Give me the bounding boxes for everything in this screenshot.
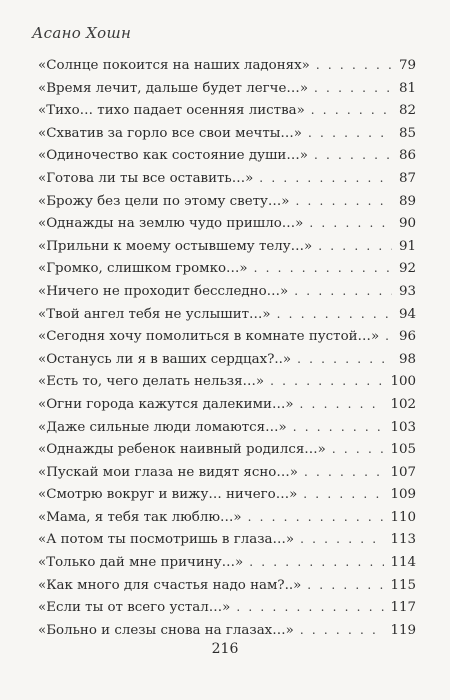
toc-dot-leader xyxy=(300,393,385,416)
toc-entry-title: «Пускай мои глаза не видят ясно…» xyxy=(38,464,298,480)
toc-entry-title: «Смотрю вокруг и вижу… ничего…» xyxy=(38,487,298,503)
toc-entry-page: 96 xyxy=(398,329,416,345)
toc-entry xyxy=(38,483,416,506)
toc-entry xyxy=(38,77,416,100)
toc-entry xyxy=(38,528,416,551)
toc-entry xyxy=(38,506,416,529)
toc-entry xyxy=(38,212,416,235)
toc-entry-title: «Однажды на землю чудо пришло…» xyxy=(38,216,304,232)
toc-entry xyxy=(38,167,416,190)
toc-entry-page: 87 xyxy=(398,170,416,186)
toc-dot-leader xyxy=(270,370,384,393)
toc-dot-leader xyxy=(311,99,392,122)
toc-dot-leader xyxy=(332,438,385,461)
toc-entry-title: «Ничего не проходит бесследно…» xyxy=(38,283,289,299)
toc-entry-page: 85 xyxy=(398,125,416,141)
toc-dot-leader xyxy=(308,122,392,145)
toc-entry-title: «Останусь ли я в ваших сердцах?..» xyxy=(38,351,292,367)
toc-dot-leader xyxy=(254,257,392,280)
toc-entry-page: 94 xyxy=(398,306,416,322)
toc-entry-page: 98 xyxy=(398,351,416,367)
toc-entry-title: «Время лечит, дальше будет легче…» xyxy=(38,80,309,96)
toc-dot-leader xyxy=(318,235,392,258)
toc-entry xyxy=(38,257,416,280)
toc-entry-title: «Есть то, чего делать нельзя…» xyxy=(38,374,265,390)
toc-dot-leader xyxy=(303,483,384,506)
toc-dot-leader xyxy=(385,325,392,348)
toc-entry xyxy=(38,574,416,597)
toc-dot-leader xyxy=(304,461,385,484)
toc-entry xyxy=(38,303,416,326)
toc-entry xyxy=(38,122,416,145)
toc-entry-title: «Как много для счастья надо нам?..» xyxy=(38,577,302,593)
toc-entry xyxy=(38,370,416,393)
toc-entry-title: «Солнце покоится на наших ладонях» xyxy=(38,58,310,73)
toc-entry xyxy=(38,461,416,484)
toc-entry xyxy=(38,619,416,642)
toc-dot-leader xyxy=(300,619,385,642)
toc-entry-page: 92 xyxy=(398,261,416,277)
toc-entry-title: «А потом ты посмотришь в глаза…» xyxy=(38,532,295,548)
toc-dot-leader xyxy=(300,528,384,551)
toc-dot-leader xyxy=(297,348,392,371)
toc-entry xyxy=(38,438,416,461)
toc-dot-leader xyxy=(294,280,392,303)
toc-entry-page: 113 xyxy=(390,532,416,548)
running-head: Асано Хошн xyxy=(32,24,132,42)
toc-dot-leader xyxy=(293,416,385,439)
toc-entry-page: 107 xyxy=(390,464,416,480)
toc-entry-title: «Тихо… тихо падает осенняя листва» xyxy=(38,103,305,119)
toc-entry-page: 93 xyxy=(398,283,416,299)
toc-entry-page: 100 xyxy=(390,374,416,390)
toc-entry-page: 117 xyxy=(390,600,416,616)
toc-dot-leader xyxy=(248,506,385,529)
toc-entry-page: 89 xyxy=(398,193,416,209)
toc-dot-leader xyxy=(236,596,384,619)
toc-entry-page: 102 xyxy=(390,396,416,412)
toc-entry xyxy=(38,99,416,122)
page-number: 216 xyxy=(211,641,239,657)
toc-entry xyxy=(38,416,416,439)
toc-entry-title: «Одиночество как состояние души…» xyxy=(38,148,308,164)
toc-entry-title: «Готова ли ты все оставить…» xyxy=(38,170,254,186)
toc-entry xyxy=(38,144,416,167)
toc-entry-page: 82 xyxy=(398,103,416,119)
toc-entry xyxy=(38,190,416,213)
toc-entry xyxy=(38,393,416,416)
toc-entry xyxy=(38,551,416,574)
toc-dot-leader xyxy=(316,54,392,77)
toc-entry-title: «Громко, слишком громко…» xyxy=(38,261,248,277)
toc-entry-title: «Даже сильные люди ломаются…» xyxy=(38,419,287,435)
toc-entry-title: «Схватив за горло все свои мечты…» xyxy=(38,125,303,141)
toc-entry xyxy=(38,280,416,303)
toc-entry-title: «Прильни к моему остывшему телу…» xyxy=(38,238,313,254)
toc-entry-page: 86 xyxy=(398,148,416,164)
toc-entry-title: «Больно и слезы снова на глазах…» xyxy=(38,622,294,638)
toc-entry-title: «Сегодня хочу помолиться в комнате пустой…» xyxy=(38,329,380,345)
toc-entry-page: 114 xyxy=(390,555,416,571)
toc-entry xyxy=(38,348,416,371)
toc-entry-page: 91 xyxy=(398,238,416,254)
toc-entry xyxy=(38,235,416,258)
toc-entry-page: 119 xyxy=(390,622,416,638)
toc-entry-page: 90 xyxy=(398,216,416,232)
toc-entry-page: 105 xyxy=(390,442,416,458)
toc-dot-leader xyxy=(296,190,393,213)
toc-dot-leader xyxy=(259,167,392,190)
toc-entry xyxy=(38,54,416,77)
toc-dot-leader xyxy=(309,212,392,235)
toc-entry-page: 110 xyxy=(390,509,416,525)
toc-entry-title: «Огни города кажутся далекими…» xyxy=(38,396,294,412)
toc-entry-title: «Твой ангел тебя не услышит…» xyxy=(38,306,271,322)
toc-dot-leader xyxy=(249,551,384,574)
toc-entry-title: «Однажды ребенок наивный родился…» xyxy=(38,442,326,458)
table-of-contents xyxy=(38,54,416,641)
toc-entry-title: «Брожу без цели по этому свету…» xyxy=(38,193,290,209)
toc-entry-page: 79 xyxy=(398,58,416,73)
toc-entry-page: 115 xyxy=(390,577,416,593)
toc-entry-title: «Только дай мне причину…» xyxy=(38,555,244,571)
toc-entry xyxy=(38,325,416,348)
toc-dot-leader xyxy=(307,574,384,597)
toc-entry-page: 109 xyxy=(390,487,416,503)
toc-entry-title: «Если ты от всего устал…» xyxy=(38,600,231,616)
toc-entry-page: 103 xyxy=(390,419,416,435)
toc-entry-title: «Мама, я тебя так люблю…» xyxy=(38,509,242,525)
toc-entry xyxy=(38,596,416,619)
toc-dot-leader xyxy=(277,303,392,326)
toc-entry-page: 81 xyxy=(398,80,416,96)
toc-dot-leader xyxy=(314,144,392,167)
toc-dot-leader xyxy=(314,77,392,100)
